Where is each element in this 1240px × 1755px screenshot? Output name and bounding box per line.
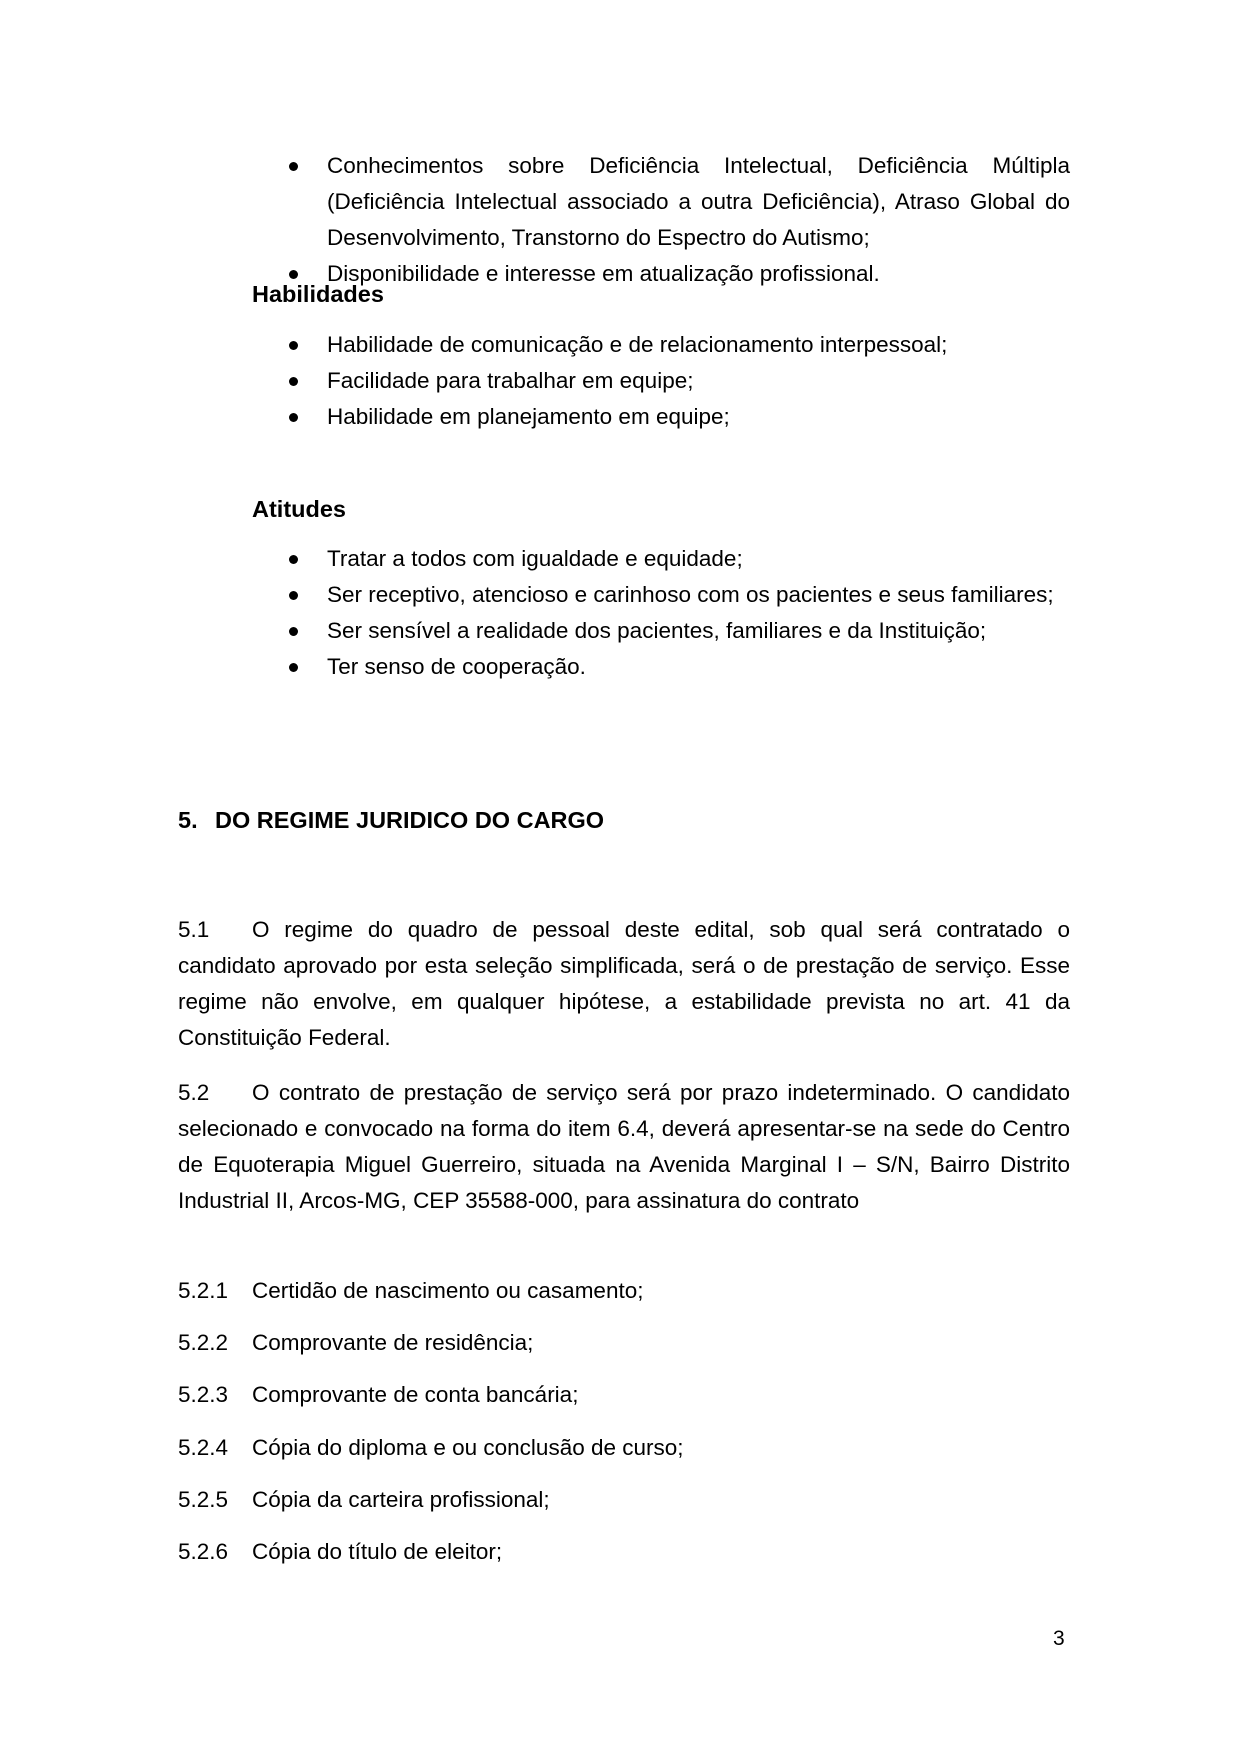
habilidades-bullet-list: [252, 327, 1070, 435]
page-number: 3: [1053, 1627, 1065, 1650]
list-item-text: Conhecimentos sobre Deficiência Intelectual, Deficiência Múltipla (Deficiência Intelectual associado a outra Deficiência), Atraso Global do Desenvolvimento, Transtorno do Espectro do Autismo;: [327, 153, 1070, 250]
sub-item-text: Certidão de nascimento ou casamento;: [252, 1278, 644, 1303]
list-item-text: Habilidade em planejamento em equipe;: [327, 404, 730, 429]
paragraph-number: 5.2: [178, 1080, 210, 1105]
bullet-icon: [289, 555, 298, 564]
bullet-icon: [289, 663, 298, 672]
habilidades-heading: Habilidades: [252, 281, 384, 307]
list-item-text: Tratar a todos com igualdade e equidade;: [327, 546, 743, 571]
list-item-text: Habilidade de comunicação e de relacionamento interpessoal;: [327, 332, 948, 357]
list-item: [252, 363, 1070, 399]
sub-item-5-2-6: [178, 1534, 502, 1570]
sub-item-text: Comprovante de residência;: [252, 1330, 534, 1355]
paragraph-text: O regime do quadro de pessoal deste edital, sob qual será contratado o candidato aprovado por esta seleção simplificada, será o de prestação de serviço. Esse regime não envolve, em qualquer hipótese, a estabilidade prevista no art. 41 da Constituição Federal.: [178, 917, 1070, 1050]
list-item: [252, 577, 1070, 613]
list-item-text: Facilidade para trabalhar em equipe;: [327, 368, 694, 393]
list-item-text: Ser receptivo, atencioso e carinhoso com os pacientes e seus familiares;: [327, 582, 1054, 607]
knowledge-bullet-list: [252, 148, 1070, 292]
sub-item-number: 5.2.2: [178, 1330, 229, 1355]
section-5-title: [178, 802, 604, 838]
list-item: [252, 649, 1070, 685]
bullet-icon: [289, 591, 298, 600]
section-title-text: DO REGIME JURIDICO DO CARGO: [215, 807, 605, 833]
list-item: [252, 399, 1070, 435]
sub-item-text: Comprovante de conta bancária;: [252, 1382, 579, 1407]
sub-item-5-2-5: [178, 1482, 550, 1518]
list-item: [252, 148, 1070, 256]
sub-item-5-2-1: [178, 1273, 643, 1309]
sub-item-5-2-3: [178, 1377, 578, 1413]
list-item: [252, 327, 1070, 363]
sub-item-number: 5.2.3: [178, 1382, 229, 1407]
list-item-text: Ser sensível a realidade dos pacientes, familiares e da Instituição;: [327, 618, 987, 643]
bullet-icon: [289, 627, 298, 636]
sub-item-5-2-4: [178, 1430, 684, 1466]
paragraph-5-2: [178, 1075, 1070, 1219]
bullet-icon: [289, 162, 298, 171]
atitudes-heading: Atitudes: [252, 496, 346, 522]
bullet-icon: [289, 413, 298, 422]
bullet-icon: [289, 341, 298, 350]
section-number: 5.: [178, 807, 198, 833]
sub-item-text: Cópia do título de eleitor;: [252, 1539, 503, 1564]
list-item: [252, 613, 1070, 649]
bullet-icon: [289, 377, 298, 386]
paragraph-text: O contrato de prestação de serviço será por prazo indeterminado. O candidato selecionado e convocado na forma do item 6.4, deverá apresentar-se na sede do Centro de Equoterapia Miguel Guerreiro, situada na Avenida Marginal I – S/N, Bairro Distrito Industrial II, Arcos-MG, CEP 35588-000, para assinatura do contrato: [178, 1080, 1070, 1213]
list-item-text: Disponibilidade e interesse em atualização profissional.: [327, 261, 880, 286]
sub-item-number: 5.2.1: [178, 1278, 229, 1303]
sub-item-number: 5.2.5: [178, 1487, 229, 1512]
paragraph-number: 5.1: [178, 917, 210, 942]
sub-item-number: 5.2.4: [178, 1435, 229, 1460]
list-item-text: Ter senso de cooperação.: [327, 654, 586, 679]
sub-item-number: 5.2.6: [178, 1539, 229, 1564]
sub-item-text: Cópia do diploma e ou conclusão de curso;: [252, 1435, 684, 1460]
sub-item-5-2-2: [178, 1325, 533, 1361]
paragraph-5-1: [178, 912, 1070, 1056]
atitudes-bullet-list: [252, 541, 1070, 685]
list-item: [252, 541, 1070, 577]
sub-item-text: Cópia da carteira profissional;: [252, 1487, 550, 1512]
